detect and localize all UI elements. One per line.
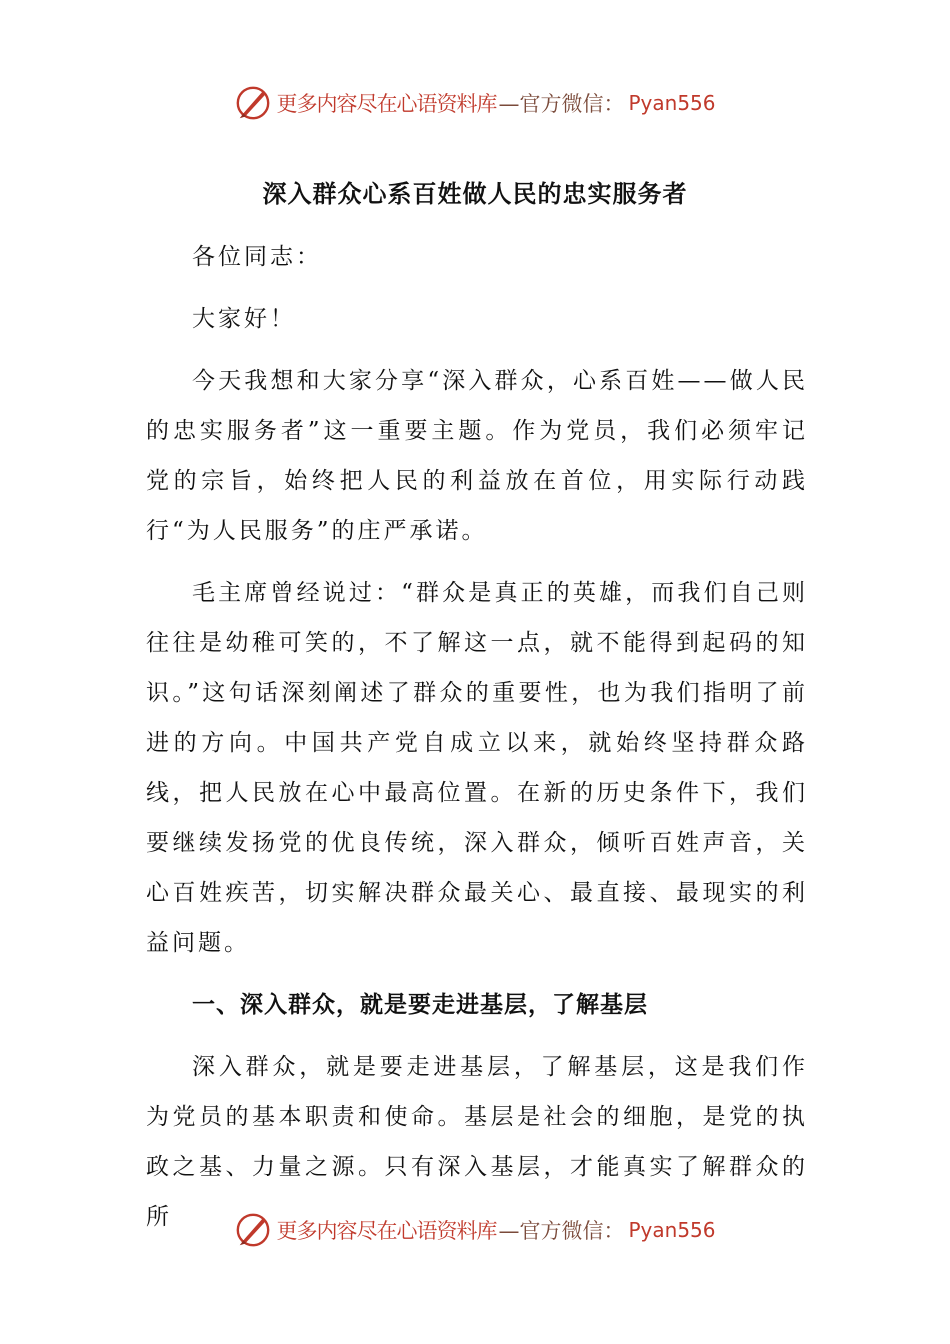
quill-pen-logo-icon — [234, 1211, 272, 1249]
watermark-banner-top — [0, 83, 950, 123]
section-heading: 一、深入群众，就是要走进基层，了解基层 — [192, 992, 648, 1018]
watermark-wechat-id: Pyan556 — [628, 91, 716, 115]
watermark-separator-text: —官方微信： — [498, 1219, 625, 1243]
document-title: 深入群众心系百姓做人民的忠实服务者 — [262, 180, 688, 208]
quill-pen-logo-icon — [234, 84, 272, 122]
watermark-separator-text: —官方微信： — [498, 92, 625, 116]
document-body — [146, 232, 808, 1254]
salutation: 各位同志： — [192, 244, 322, 270]
watermark-wechat-id: Pyan556 — [628, 1218, 716, 1242]
body-paragraph: 今天我想和大家分享“深入群众，心系百姓——做人民的忠实服务者”这一重要主题。作为党员，我们必须牢记党的宗旨，始终把人民的利益放在首位，用实际行动践行“为人民服务”的庄严承诺。 — [146, 368, 808, 544]
watermark-brand-text: 更多内容尽在心语资料库 — [276, 92, 497, 116]
watermark-banner-bottom — [0, 1210, 950, 1250]
watermark-brand-text: 更多内容尽在心语资料库 — [276, 1219, 497, 1243]
body-paragraph: 毛主席曾经说过：“群众是真正的英雄，而我们自己则往往是幼稚可笑的，不了解这一点，就不能得到起码的知识。”这句话深刻阐述了群众的重要性，也为我们指明了前进的方向。中国共产党自成立以来，就始终坚持群众路线，把人民放在心中最高位置。在新的历史条件下，我们要继续发扬党的优良传统，深入群众，倾听百姓声音，关心百姓疾苦，切实解决群众最关心、最直接、最现实的利益问题。 — [146, 580, 808, 956]
section-paragraph: 深入群众，就是要走进基层，了解基层，这是我们作为党员的基本职责和使命。基层是社会的细胞，是党的执政之基、力量之源。只有深入基层，才能真实了解群众的所 — [146, 1054, 808, 1230]
greeting: 大家好！ — [192, 306, 296, 332]
